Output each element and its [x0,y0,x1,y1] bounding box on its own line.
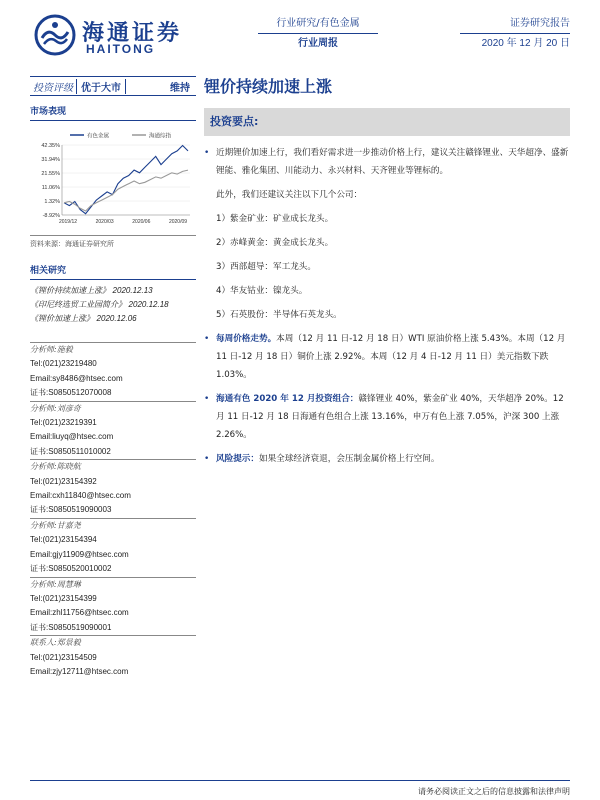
company-item: 4）华友钴业：镍龙头。 [216,286,308,296]
analyst-name: 分析师:甘嘉尧 [30,520,81,530]
key-points-body [204,144,570,468]
market-performance-chart [30,129,196,229]
key-points-title: 投资要点: [204,108,570,136]
company-item: 5）石英股份：半导体石英龙头。 [216,310,342,320]
y-tick-label: 11.06% [41,185,60,191]
company-item: 3）西部超导：军工龙头。 [216,262,316,272]
market-chart [30,129,196,229]
related-item[interactable]: 《锂价加速上涨》 2020.12.06 [30,314,137,323]
x-tick-label: 2019/12 [58,219,78,225]
analyst-email[interactable]: Email:liuyq@htsec.com [30,432,114,442]
bullet-icon: • [204,454,210,464]
header-report-class: 证券研究报告 [460,14,570,34]
page-footer [0,780,600,800]
key-point-paragraph: • 海通有色 2020 年 12 月投资组合：赣锋锂业 40%，紫金矿业 40%，天华超净 20%。12 月 11 日-12 月 18 日海通有色组合上涨 13.16%，申万有色上涨 7.05%，沪深 300 上涨 2.26%。 [204,390,570,444]
key-point-paragraph: • 近期锂价加速上行，我们看好需求进一步推动价格上行，建议关注赣锋锂业、天华超净、盛新锂能、雅化集团、川能动力、永兴材料、天齐锂业等锂标的。 [204,144,570,180]
analyst-tel: Tel:(021)23154509 [30,652,97,662]
haitong-logo [34,14,194,58]
y-tick-label: 21.55% [41,171,60,177]
analyst-cert: 证书:S0850519090003 [30,505,112,515]
legend-label: 海通综指 [149,133,172,140]
related-section-title: 相关研究 [30,263,196,280]
analyst-tel: Tel:(021)23219480 [30,359,97,369]
page-header [0,0,600,64]
x-tick-label: 2020/03 [95,219,114,225]
related-list [30,284,196,326]
analyst-cert: 证书:S0850519090001 [30,622,112,632]
bullet-icon: • [204,394,210,404]
company-item: 1）紫金矿业：矿业成长龙头。 [216,214,334,224]
company-item: 2）赤峰黄金：黄金成长龙头。 [216,238,334,248]
logo-en-text: HAITONG [86,42,156,56]
analyst-cert: 证书:S0850520010002 [30,564,112,574]
rating-action: 维持 [170,82,190,94]
bullet-icon: • [204,148,210,158]
x-tick-label: 2020/09 [168,219,188,225]
chart-source: 资料来源：海通证券研究所 [30,235,196,249]
analyst-name: 联系人:郑景毅 [30,638,81,648]
key-point-paragraph: • 风险提示：如果全球经济衰退，会压制金属价格上行空间。 [204,450,570,468]
bullet-icon: • [204,334,210,344]
rating-bar [30,76,196,96]
related-research [30,263,196,326]
analyst-list [30,342,196,679]
header-category: 行业研究/有色金属 [258,14,378,34]
analyst-cert: 证书:S0850511010002 [30,446,111,456]
y-tick-label: 42.35% [41,143,60,149]
analyst-tel: Tel:(021)23154394 [30,535,97,545]
related-item[interactable]: 《印尼终选贸工业园简介》 2020.12.18 [30,300,169,309]
rating-label: 投资评级 [33,82,73,94]
x-tick-label: 2020/06 [132,219,151,225]
analyst-cert: 证书:S0850512070008 [30,388,112,398]
legend-label: 有色金属 [87,133,110,140]
footer-disclaimer: 请务必阅读正文之后的信息披露和法律声明 [418,787,570,796]
rating-value: 优于大市 [76,79,126,94]
market-section-title: 市场表现 [30,104,196,121]
main-content [204,108,570,474]
left-sidebar [30,104,196,679]
header-report-type: 行业周报 [298,38,338,49]
analyst-email[interactable]: Email:sy8486@htsec.com [30,373,123,383]
analyst-email[interactable]: Email:zhl11756@htsec.com [30,608,129,618]
haitong-logo-icon [34,14,76,56]
analyst-name: 分析师:施毅 [30,345,73,354]
header-report-info [460,14,570,54]
header-category-block [258,14,378,54]
analyst-email[interactable]: Email:gjy11909@htsec.com [30,549,129,559]
analyst-tel: Tel:(021)23154392 [30,476,97,486]
key-point-paragraph: • 每周价格走势。本周（12 月 11 日-12 月 18 日）WTI 原油价格上涨 5.43%。本周（12 月 11 日-12 月 18 日）铜价上涨 2.92%。本周（12 月 4 日-12 月 11 日）美元指数下跌 1.03%。 [204,330,570,384]
analyst-tel: Tel:(021)23154399 [30,593,97,603]
analyst-name: 分析师:刘彦奇 [30,403,81,413]
analyst-name: 分析师:陈晓航 [30,462,81,472]
logo-cn-text: 海通证券 [82,20,183,46]
footer-divider [30,780,570,781]
report-title: 锂价持续加速上涨 [204,77,333,96]
y-tick-label: 31.94% [41,157,60,163]
series-line [64,170,188,211]
analyst-name: 分析师:周慧琳 [30,579,81,589]
related-item[interactable]: 《锂价持续加速上涨》 2020.12.13 [30,286,153,295]
y-tick-label: 1.32% [44,199,60,205]
key-point-paragraph: 此外，我们还建议关注以下几个公司： [216,190,363,200]
y-tick-label: -8.92% [42,213,60,219]
analyst-tel: Tel:(021)23219391 [30,418,97,428]
header-date: 2020 年 12 月 20 日 [481,38,570,49]
series-line [64,146,188,214]
analyst-email[interactable]: Email:cxh11840@htsec.com [30,491,131,501]
analyst-email[interactable]: Email:zjy12711@htsec.com [30,666,129,676]
